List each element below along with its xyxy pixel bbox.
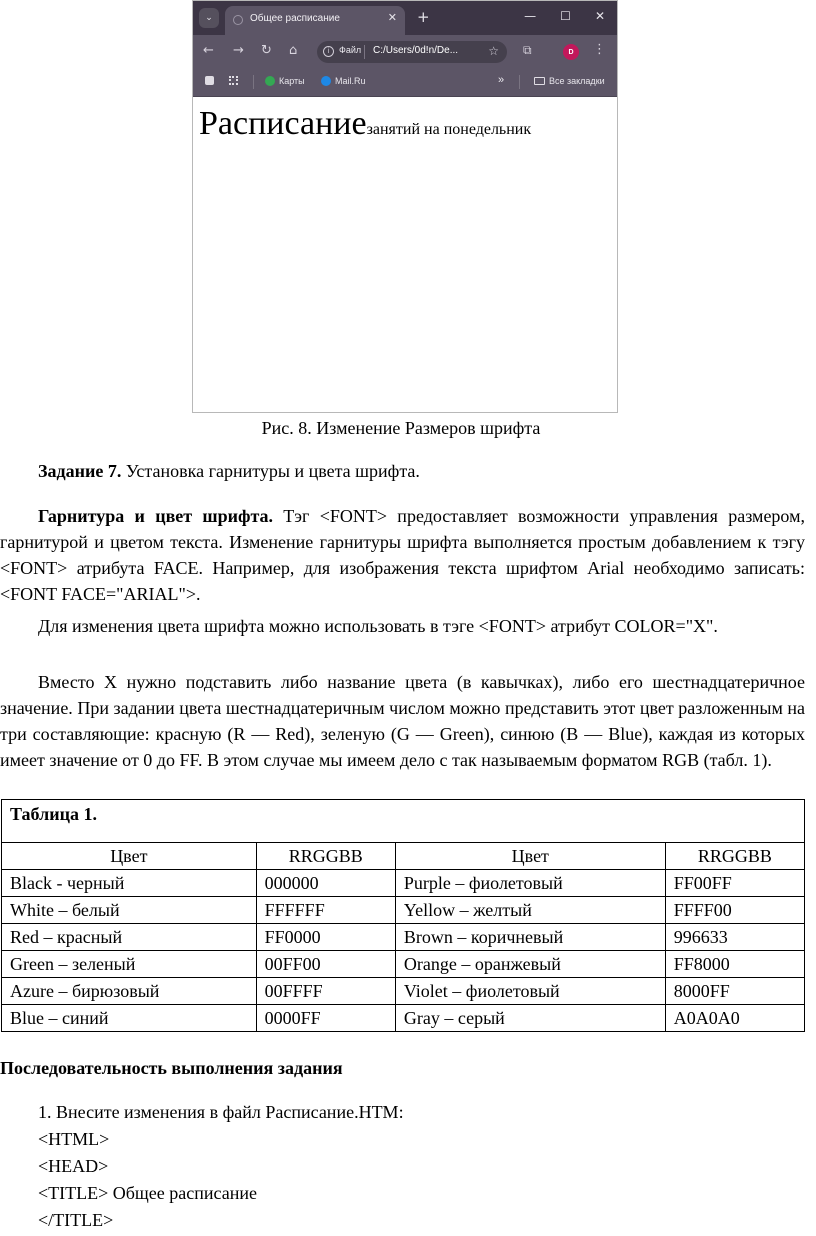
table-cell: Violet – фиолетовый	[395, 978, 665, 1005]
profile-avatar[interactable]: D	[563, 44, 579, 60]
address-url[interactable]: C:/Users/0d!n/De...	[373, 45, 459, 56]
bookmarks-divider	[519, 75, 520, 89]
table-cell: Purple – фиолетовый	[395, 870, 665, 897]
table-cell: 00FFFF	[256, 978, 395, 1005]
table-cell: White – белый	[2, 897, 257, 924]
sequence-title: Последовательность выполнения задания	[0, 1058, 343, 1078]
tab-title: Общее расписание	[250, 13, 340, 24]
column-header: Цвет	[395, 843, 665, 870]
globe-icon	[233, 15, 243, 25]
reload-icon[interactable]: ↻	[261, 43, 272, 58]
table-cell: 00FF00	[256, 951, 395, 978]
table-title-row	[2, 800, 805, 843]
sequence-line: </TITLE>	[38, 1210, 114, 1230]
table-cell: Brown – коричневый	[395, 924, 665, 951]
table-row	[2, 897, 805, 924]
sequence-line: <HTML>	[38, 1129, 110, 1149]
table-cell: FF0000	[256, 924, 395, 951]
table-cell: FFFF00	[665, 897, 804, 924]
paragraph-rgb: Вместо X нужно подставить либо название цвета (в кавычках), либо его шестнадцатеричное значение. При задании цвета шестнадцатеричным числом можно представить этот цвет разложенным на три составляющие: красную (R — Red), зеленую (G — Green), синюю (B — Blue), каждая из которых имеет значение от 0 до FF. В этом случае мы имеем дело с так называемым форматом RGB (табл. 1).	[0, 672, 805, 770]
table-cell: Orange – оранжевый	[395, 951, 665, 978]
table-row	[2, 978, 805, 1005]
table-cell: Gray – серый	[395, 1005, 665, 1032]
table-row	[2, 924, 805, 951]
table-row	[2, 951, 805, 978]
mailru-at-icon	[321, 76, 331, 86]
browser-tab-strip	[193, 1, 617, 35]
column-header: RRGGBB	[665, 843, 804, 870]
address-divider	[364, 45, 365, 59]
maps-pin-icon	[265, 76, 275, 86]
small-heading-text: занятий на понедельник	[366, 121, 532, 138]
table-title: Таблица 1.	[2, 800, 805, 843]
bookmark-label: Карты	[279, 76, 305, 86]
new-tab-icon[interactable]: +	[417, 8, 430, 26]
table-cell: Green – зеленый	[2, 951, 257, 978]
figure-caption: Рис. 8. Изменение Размеров шрифта	[261, 418, 541, 438]
sequence-line: <HEAD>	[38, 1156, 109, 1176]
bookmark-label: Mail.Ru	[335, 76, 366, 86]
column-header: Цвет	[2, 843, 257, 870]
tab-search-icon[interactable]: ⌄	[199, 8, 219, 28]
table-cell: FF00FF	[665, 870, 804, 897]
bookmark-maps[interactable]	[265, 76, 305, 86]
bookmark-apps-icon[interactable]	[205, 76, 214, 85]
table-cell: Blue – синий	[2, 1005, 257, 1032]
menu-icon[interactable]: ⋮	[593, 42, 606, 57]
table-row	[2, 870, 805, 897]
paragraph-body: Тэг <FONT> предоставляет возможности управления размером, гарнитурой и цветом текста. Изменение гарнитуры шрифта выполняется простым добавлением к тэгу <FONT> атрибута FACE. Например, для изображения текста шрифтом Arial необходимо записать: <FONT FACE="ARIAL">.	[0, 506, 805, 604]
star-icon[interactable]: ☆	[488, 44, 499, 58]
bookmarks-bar	[193, 68, 617, 97]
address-scheme-label: Файл	[339, 45, 362, 55]
table-cell: 000000	[256, 870, 395, 897]
table-cell: 996633	[665, 924, 804, 951]
bookmarks-divider	[253, 75, 254, 89]
paragraph-font-color: Для изменения цвета шрифта можно использовать в тэге <FONT> атрибут COLOR="X".	[38, 616, 718, 636]
browser-screenshot	[192, 0, 618, 413]
table-cell: FF8000	[665, 951, 804, 978]
browser-toolbar	[193, 35, 617, 68]
close-tab-icon[interactable]: ✕	[387, 11, 397, 24]
sequence-line: 1. Внесите изменения в файл Расписание.HTM:	[38, 1102, 404, 1122]
forward-arrow-icon[interactable]: →	[233, 43, 244, 58]
table-row	[2, 1005, 805, 1032]
folder-icon	[534, 77, 545, 85]
all-bookmarks-label: Все закладки	[549, 76, 605, 86]
sequence-line: <TITLE> Общее расписание	[38, 1183, 257, 1203]
task-heading	[38, 458, 798, 484]
task-text: Установка гарнитуры и цвета шрифта.	[121, 461, 420, 481]
all-bookmarks[interactable]	[534, 76, 605, 86]
column-header: RRGGBB	[256, 843, 395, 870]
browser-tab[interactable]	[225, 6, 405, 35]
extensions-icon[interactable]: ⧉	[523, 43, 532, 57]
paragraph-font-face	[0, 503, 805, 607]
rendered-page	[193, 97, 617, 151]
table-cell: Yellow – желтый	[395, 897, 665, 924]
table-cell: A0A0A0	[665, 1005, 804, 1032]
paragraph-bold-lead: Гарнитура и цвет шрифта.	[38, 506, 274, 526]
minimize-icon[interactable]: —	[524, 9, 537, 23]
table-cell: Azure – бирюзовый	[2, 978, 257, 1005]
home-icon[interactable]: ⌂	[289, 43, 298, 58]
address-bar[interactable]	[317, 41, 507, 63]
table-cell: Black - черный	[2, 870, 257, 897]
back-arrow-icon[interactable]: ←	[203, 43, 214, 58]
close-window-icon[interactable]: ✕	[594, 9, 605, 23]
table-cell: Red – красный	[2, 924, 257, 951]
bookmarks-overflow-icon[interactable]: »	[498, 74, 505, 86]
table-cell: FFFFFF	[256, 897, 395, 924]
tab-groups-icon[interactable]	[229, 76, 238, 85]
info-icon[interactable]: i	[323, 46, 334, 57]
maximize-icon[interactable]: ☐	[560, 9, 571, 23]
window-controls	[524, 9, 605, 23]
bookmark-mailru[interactable]	[321, 76, 366, 86]
big-heading-text: Расписание	[199, 105, 367, 142]
table-header-row	[2, 843, 805, 870]
table-cell: 8000FF	[665, 978, 804, 1005]
table-cell: 0000FF	[256, 1005, 395, 1032]
task-label: Задание 7.	[38, 461, 122, 481]
color-table	[1, 799, 805, 1032]
